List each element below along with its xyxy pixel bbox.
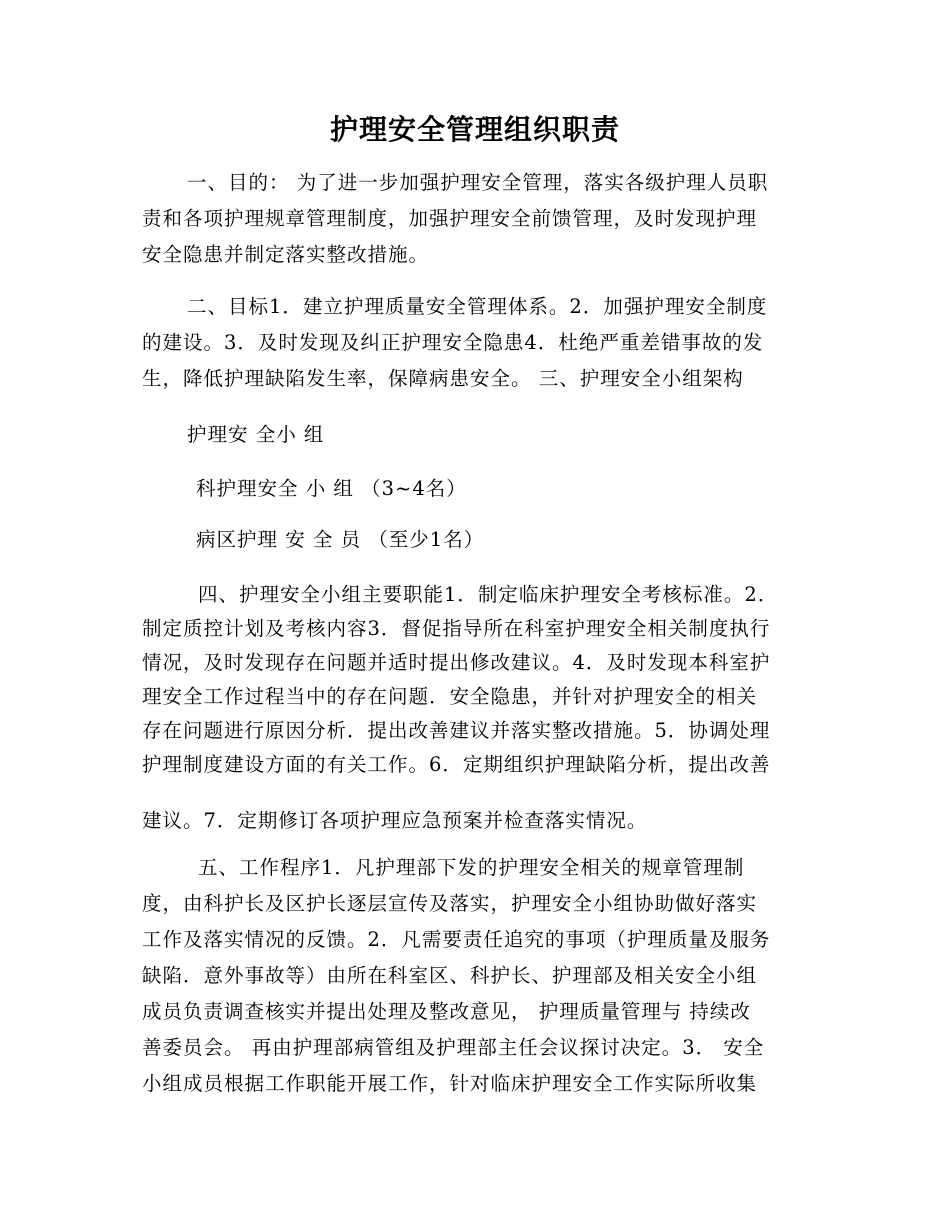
paragraph-procedure-line: 成员负责调查核实并提出处理及整改意见， 护理质量管理与 持续改 <box>142 1000 751 1023</box>
paragraph-purpose-line: 安全隐患并制定落实整改措施。 <box>142 243 430 266</box>
paragraph-procedure-line: 工作及落实情况的反馈。2．凡需要责任追究的事项（护理质量及服务 <box>142 928 771 951</box>
paragraph-procedure-line: 五、工作程序1．凡护理部下发的护理安全相关的规章管理制 <box>198 856 745 879</box>
paragraph-purpose-line: 一、目的： 为了进一步加强护理安全管理，落实各级护理人员职 <box>187 171 769 194</box>
paragraph-functions-line: 存在问题进行原因分析．提出改善建议并落实整改措施。5．协调处理 <box>142 719 771 742</box>
structure-line-department: 科护理安全 小 组 （3~4名） <box>196 477 467 500</box>
paragraph-procedure-line: 小组成员根据工作职能开展工作，针对临床护理安全工作实际所收集 <box>142 1072 758 1095</box>
paragraph-procedure-line: 善委员会。 再由护理部病管组及护理部主任会议探讨决定。3． 安全 <box>142 1036 765 1059</box>
paragraph-functions-line: 理安全工作过程当中的存在问题．安全隐患，并针对护理安全的相关 <box>142 685 758 708</box>
structure-line-group: 护理安 全小 组 <box>187 423 325 446</box>
paragraph-purpose-line: 责和各项护理规章管理制度，加强护理安全前馈管理，及时发现护理 <box>142 207 758 230</box>
paragraph-functions-line: 护理制度建设方面的有关工作。6．定期组织护理缺陷分析，提出改善 <box>142 753 771 776</box>
paragraph-functions-line: 建议。7．定期修订各项护理应急预案并检查落实情况。 <box>142 809 648 832</box>
paragraph-goals-line: 生，降低护理缺陷发生率，保障病患安全。 三、护理安全小组架构 <box>142 367 744 390</box>
paragraph-goals-line: 的建设。3．及时发现及纠正护理安全隐患4．杜绝严重差错事故的发 <box>142 331 764 354</box>
paragraph-functions-line: 情况，及时发现存在问题并适时提出修改建议。4．及时发现本科室护 <box>142 651 771 674</box>
paragraph-goals-line: 二、目标1．建立护理质量安全管理体系。2．加强护理安全制度 <box>187 295 768 318</box>
structure-line-ward: 病区护理 安 全 员 （至少1名） <box>196 528 485 551</box>
paragraph-functions-line: 四、护理安全小组主要职能1．制定临床护理安全考核标准。2． <box>198 583 779 606</box>
paragraph-procedure-line: 缺陷．意外事故等）由所在科室区、科护长、护理部及相关安全小组 <box>142 964 758 987</box>
paragraph-functions-line: 制定质控计划及考核内容3．督促指导所在科室护理安全相关制度执行 <box>142 617 771 640</box>
document-title: 护理安全管理组织职责 <box>329 113 620 146</box>
paragraph-procedure-line: 度，由科护长及区护长逐层宣传及落实，护理安全小组协助做好落实 <box>142 892 758 915</box>
